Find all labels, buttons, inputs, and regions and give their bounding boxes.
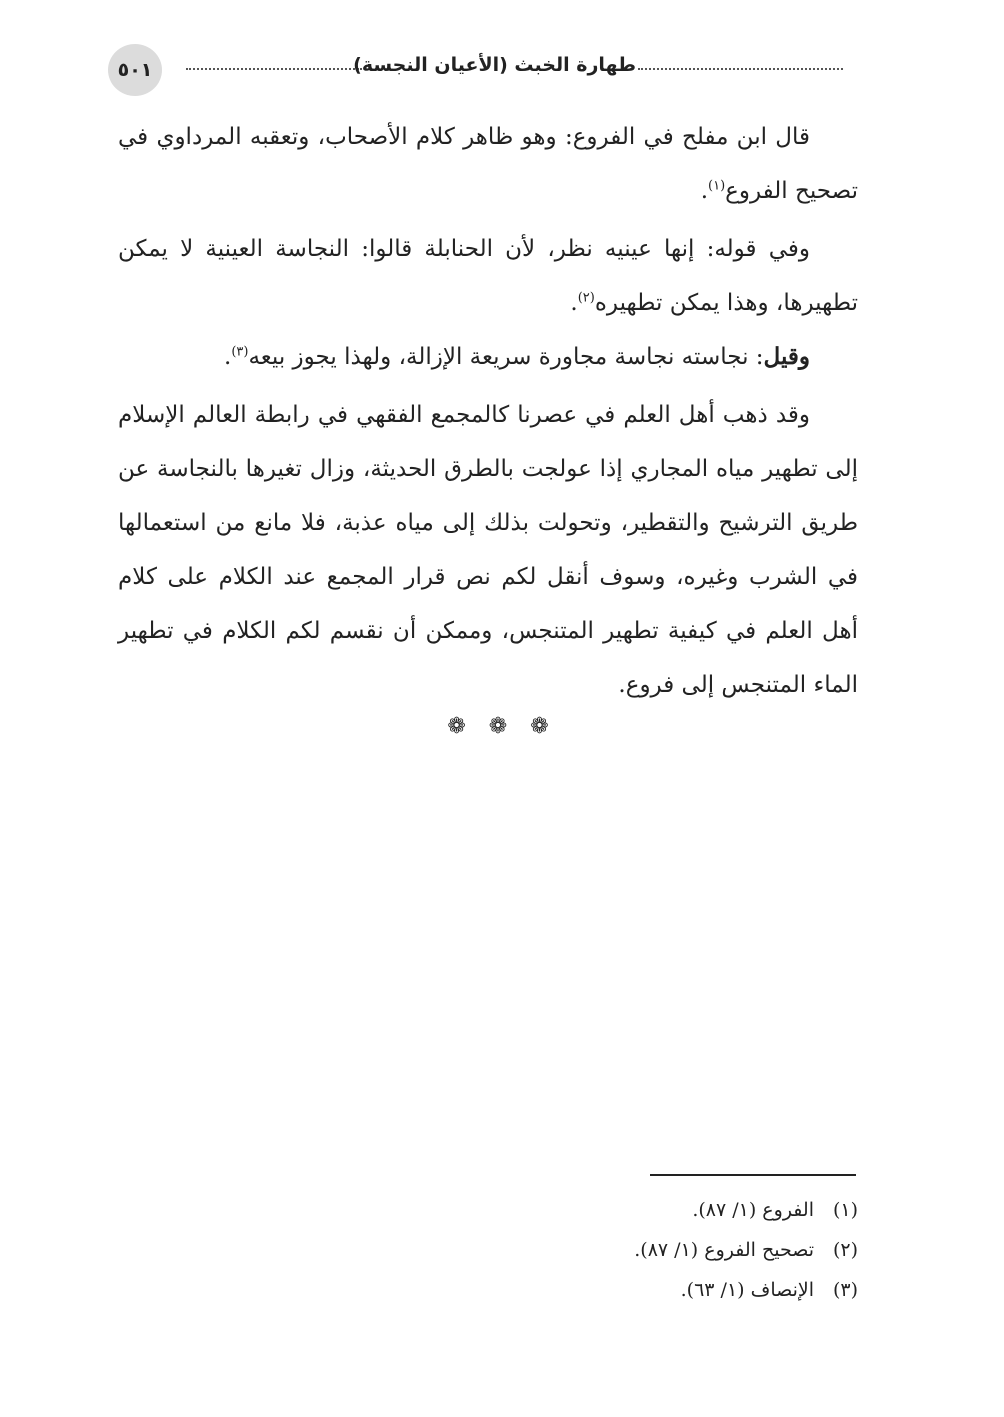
footnote-separator — [650, 1174, 856, 1176]
footnote-ref-2[interactable]: (٢) — [577, 290, 595, 306]
footnote-text: تصحيح الفروع (١/ ٨٧). — [634, 1239, 814, 1261]
footnote-text: الفروع (١/ ٨٧). — [692, 1199, 814, 1221]
page-number-badge — [108, 44, 162, 96]
footnote-3 — [430, 1270, 858, 1310]
paragraph-3-text: : نجاسته نجاسة مجاورة سريعة الإزالة، ولهذا يجوز بيعه — [248, 344, 764, 370]
footnote-ref-1[interactable]: (١) — [708, 178, 726, 194]
footnotes — [430, 1190, 858, 1310]
footnote-number: (٣) — [832, 1279, 858, 1301]
paragraph-3-lead: وقيل — [763, 343, 810, 370]
page-number: ٥٠١ — [117, 59, 153, 81]
paragraph-1-text: قال ابن مفلح في الفروع: وهو ظاهر كلام الأصحاب، وتعقبه المرداوي في تصحيح الفروع — [118, 124, 858, 204]
header-dotted-leader-right — [638, 68, 843, 70]
page-header — [108, 44, 856, 96]
footnote-1 — [430, 1190, 858, 1230]
section-divider-ornament: ❁ ❁ ❁ — [447, 714, 557, 739]
main-text — [118, 110, 858, 712]
paragraph-1-end: . — [700, 178, 708, 204]
footnote-text: الإنصاف (١/ ٦٣). — [680, 1279, 814, 1301]
paragraph-2 — [118, 222, 858, 330]
paragraph-3 — [118, 330, 858, 384]
paragraph-3-end: . — [224, 344, 232, 370]
paragraph-2-end: . — [570, 290, 578, 316]
running-title: طهارة الخبث (الأعيان النجسة) — [353, 54, 636, 76]
header-dotted-leader-left — [186, 68, 362, 70]
paragraph-2-text: وفي قوله: إنها عينيه نظر، لأن الحنابلة قالوا: النجاسة العينية لا يمكن تطهيرها، وهذا يمكن تطهيره — [118, 236, 858, 316]
paragraph-4: وقد ذهب أهل العلم في عصرنا كالمجمع الفقهي في رابطة العالم الإسلام إلى تطهير مياه المجاري إذا عولجت بالطرق الحديثة، وزال تغيرها بالنجاسة عن طريق الترشيح والتقطير، وتحولت بذلك إلى مياه عذبة، فلا مانع من استعمالها في الشرب وغيره، وسوف أنقل لكم نص قرار المجمع عند الكلام على كلام أهل العلم في كيفية تطهير المتنجس، وممكن أن نقسم لكم الكلام في تطهير الماء المتنجس إلى فروع. — [118, 402, 858, 698]
paragraph-1 — [118, 110, 858, 218]
footnote-number: (١) — [832, 1199, 858, 1221]
footnote-2 — [430, 1230, 858, 1270]
footnote-ref-3[interactable]: (٣) — [231, 344, 249, 360]
footnote-number: (٢) — [832, 1239, 858, 1261]
